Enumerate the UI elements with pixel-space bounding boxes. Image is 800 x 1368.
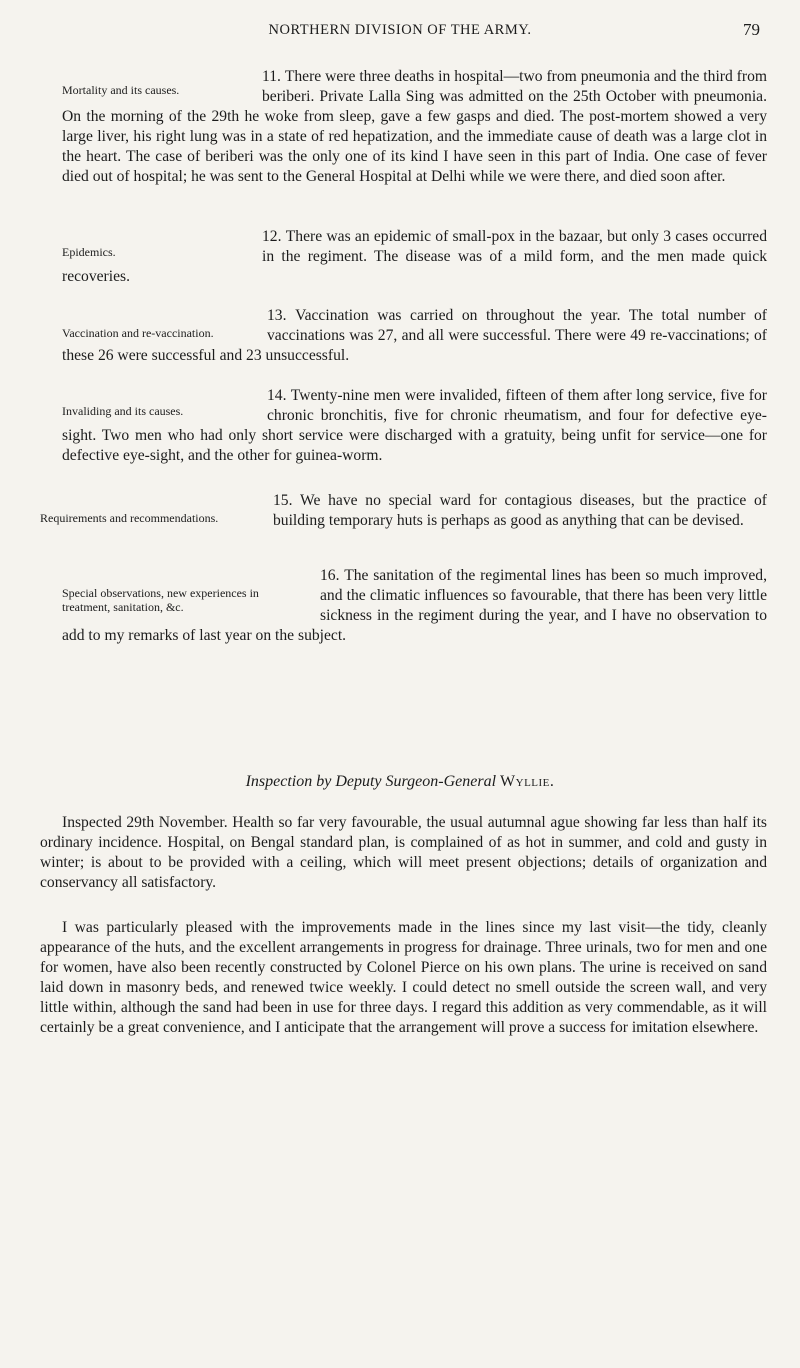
- paragraph-text: Vaccination was carried on throughout the year. The total number of vaccinations was 27, and all were successful. There were 49 re-vaccinations; of these 26 were successful and 23 unsuccessful.: [62, 307, 767, 364]
- inspection-title-text: Inspection by Deputy Surgeon-General: [245, 773, 497, 790]
- paragraph-16: [40, 566, 767, 646]
- paragraph-text: We have no special ward for contagious diseases, but the practice of building temporary huts is perhaps as good as anything that can be devised.: [273, 492, 767, 529]
- inspector-name: Wyllie.: [500, 773, 555, 790]
- paragraph-12: [40, 227, 767, 287]
- paragraph-number: 16.: [320, 567, 340, 584]
- paragraph-text: There was an epidemic of small-pox in the bazaar, but only 3 cases occurred in the regiment. The disease was of a mild form, and the men made quick recoveries.: [62, 228, 767, 285]
- running-head: NORTHERN DIVISION OF THE ARMY.: [268, 22, 532, 38]
- page-header: [0, 20, 800, 46]
- paragraph-number: 14.: [267, 387, 287, 404]
- sidenote-invaliding: Invaliding and its causes.: [62, 404, 184, 418]
- paragraph-text: The sanitation of the regimental lines has been so much improved, and the climatic influences so favourable, that there has been very little sickness in the regiment during the year, and I have no observation to add to my remarks of last year on the subject.: [62, 567, 767, 644]
- paragraph-text: Twenty-nine men were invalided, fifteen of them after long service, five for chronic bronchitis, five for chronic rheumatism, and four for defective eye-sight. Two men who had only short service were discharged with a gratuity, being unfit for service—one for defective eye-sight, and the other for guinea-worm.: [62, 387, 767, 464]
- paragraph-13: [40, 306, 767, 366]
- inspection-text: Inspected 29th November. Health so far very favourable, the usual autumnal ague showing far less than half its ordinary incidence. Hospital, on Bengal standard plan, is complained of as hot in summer, and cold and gusty in winter; is about to be provided with a ceiling, which will meet present objections; details of organization and conservancy all satisfactory.: [40, 814, 767, 891]
- sidenote-vaccination: Vaccination and re-vaccination.: [62, 326, 214, 340]
- inspection-text: I was particularly pleased with the improvements made in the lines since my last visit—the tidy, cleanly appearance of the huts, and the excellent arrangements in progress for drainage. Three urinals, two for men and one for women, have also been recently constructed by Colonel Pierce on his own plans. The urine is received on sand laid down in masonry beds, and renewed twice weekly. I could detect no smell outside the screen wall, and very little within, although the sand had been in use for three days. I regard this addition as very commendable, as it will certainly be a great convenience, and I anticipate that the arrangement will prove a success for imitation elsewhere.: [40, 919, 767, 1036]
- sidenote-special-observations: Special observations, new experiences in treatment, sanitation, &c.: [62, 586, 259, 614]
- inspection-paragraph-1: [40, 813, 767, 893]
- paragraph-15: [40, 491, 767, 531]
- paragraph-number: 13.: [267, 307, 287, 324]
- sidenote-epidemics: Epidemics.: [62, 245, 116, 259]
- paragraph-number: 12.: [262, 228, 282, 245]
- page-number: 79: [743, 20, 760, 39]
- paragraph-14: [40, 386, 767, 466]
- paragraph-11: [40, 67, 767, 187]
- sidenote-mortality: Mortality and its causes.: [62, 83, 180, 97]
- paragraph-number: 15.: [273, 492, 293, 509]
- paragraph-text: There were three deaths in hospital—two from pneumonia and the third from beriberi. Private Lalla Sing was admitted on the 25th October with pneumonia. On the morning of the 29th he woke from sleep, gave a few gasps and died. The post-mortem showed a very large liver, his right lung was in a state of red hepatization, and the immediate cause of death was a large clot in the heart. The case of beriberi was the only one of its kind I have seen in this part of India. One case of fever died out of hospital; he was sent to the General Hospital at Delhi while we were there, and died soon after.: [62, 68, 767, 185]
- paragraph-number: 11.: [262, 68, 281, 85]
- sidenote-requirements: Requirements and recommendations.: [40, 511, 219, 525]
- inspection-paragraph-2: [40, 918, 767, 1038]
- inspection-title: [0, 773, 800, 791]
